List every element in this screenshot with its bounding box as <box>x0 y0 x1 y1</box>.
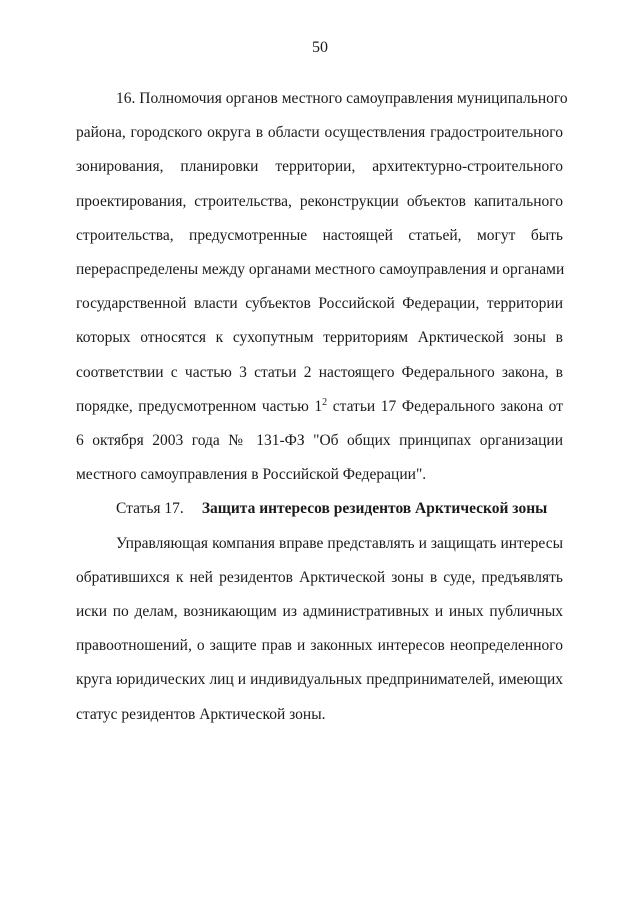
paragraph-line: круга юридических лиц и индивидуальных предпринимателей, имеющих <box>76 671 563 689</box>
paragraph-line: статус резидентов Арктической зоны. <box>76 705 326 723</box>
paragraph-line: которых относятся к сухопутным территориям Арктической зоны в <box>76 329 563 347</box>
document-body <box>76 82 568 732</box>
paragraph-line: 6 октября 2003 года № 131-ФЗ "Об общих принципах организации <box>76 432 563 450</box>
paragraph-line: Управляющая компания вправе представлять и защищать интересы <box>116 534 563 552</box>
paragraph-line: обратившихся к ней резидентов Арктической зоны в суде, предъявлять <box>76 568 563 586</box>
paragraph-line: района, городского округа в области осуществления градостроительного <box>76 124 563 142</box>
paragraph-line: 16. Полномочия органов местного самоуправления муниципального <box>116 90 568 107</box>
paragraph-line: зонирования, планировки территории, архитектурно-строительного <box>76 158 563 176</box>
page-number: 50 <box>312 39 328 56</box>
article-17-text <box>76 527 563 732</box>
paragraph-16 <box>76 82 568 492</box>
article-title: Защита интересов резидентов Арктической зоны <box>201 500 548 518</box>
paragraph-line: соответствии с частью 3 статьи 2 настоящего Федерального закона, в <box>76 363 563 381</box>
paragraph-line: проектирования, строительства, реконструкции объектов капитального <box>76 192 563 210</box>
paragraph-line: иски по делам, возникающим из административных и иных публичных <box>76 603 563 621</box>
line-text: порядке, предусмотренном частью 1 <box>76 397 323 415</box>
paragraph-line: государственной власти субъектов Российской Федерации, территории <box>76 295 563 313</box>
superscript-index: 2 <box>322 396 328 408</box>
article-label: Статья 17. <box>116 500 184 518</box>
paragraph-line-with-superscript <box>76 390 563 424</box>
article-17-heading <box>76 492 563 526</box>
paragraph-line: перераспределены между органами местного самоуправления и органами <box>76 261 565 279</box>
line-text: статьи 17 Федерального закона от <box>327 397 563 415</box>
paragraph-line: местного самоуправления в Российской Федерации". <box>76 466 427 484</box>
paragraph-line: строительства, предусмотренные настоящей статьей, могут быть <box>76 226 563 244</box>
paragraph-line: правоотношений, о защите прав и законных интересов неопределенного <box>76 637 563 655</box>
